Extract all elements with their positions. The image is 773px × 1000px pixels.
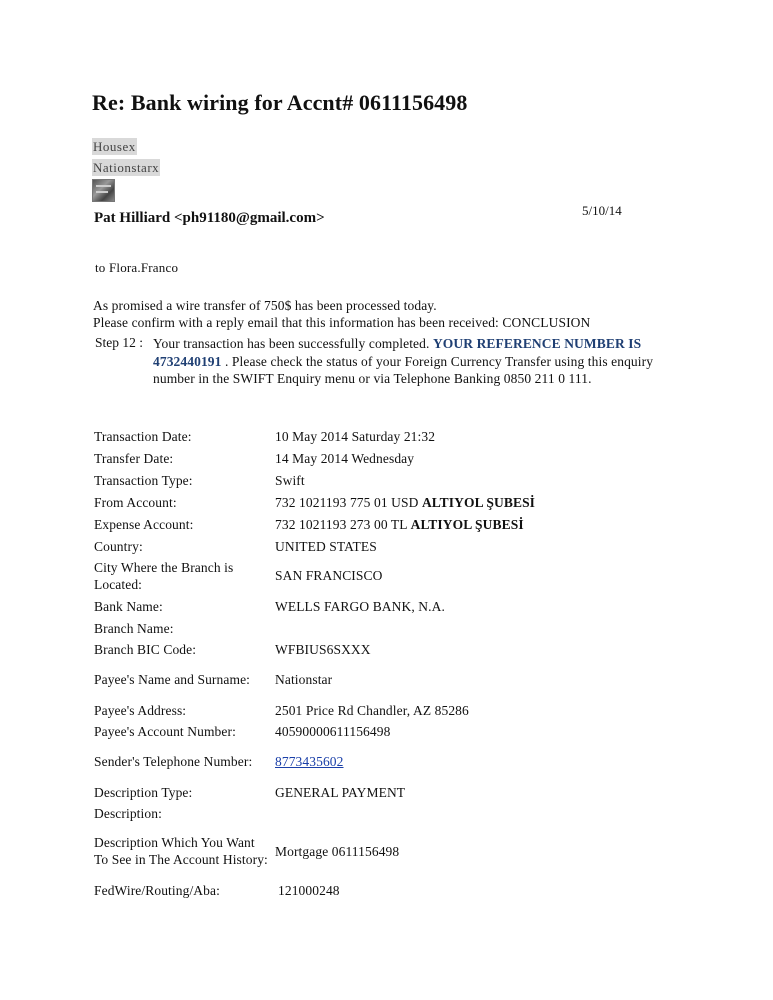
label-chip-house[interactable]: Housex: [93, 139, 136, 154]
detail-label: Description:: [94, 805, 162, 821]
step-text-a: Your transaction has been successfully completed.: [153, 336, 430, 351]
from-account-branch: ALTIYOL ŞUBESİ: [421, 494, 536, 510]
table-row: [91, 469, 538, 491]
detail-label: Branch Name:: [94, 620, 174, 636]
table-row: [91, 447, 538, 469]
detail-value: WFBIUS6SXXX: [275, 641, 371, 657]
detail-value: 40590000611156498: [275, 724, 391, 739]
detail-label: Payee's Name and Surname:: [94, 672, 251, 687]
detail-value: 10 May 2014 Saturday 21:32: [275, 428, 436, 444]
detail-value: 121000248: [278, 882, 340, 898]
detail-value: 14 May 2014 Wednesday: [275, 450, 415, 466]
step-block: [95, 335, 695, 388]
body-line-1: As promised a wire transfer of 750$ has been processed today.: [93, 298, 437, 313]
table-row: [91, 879, 538, 901]
detail-value: [272, 742, 538, 781]
detail-value: SAN FRANCISCO: [275, 568, 383, 583]
detail-label: Expense Account:: [94, 516, 194, 532]
expense-account-branch: ALTIYOL ŞUBESİ: [410, 516, 524, 532]
detail-label: City Where the Branch is Located:: [94, 559, 234, 592]
table-row: [91, 742, 538, 781]
detail-label: Description Type:: [94, 784, 193, 800]
sender-phone-link[interactable]: 8773435602: [275, 754, 344, 769]
detail-label: Description Which You Want To See in The Account History:: [94, 835, 268, 867]
detail-value: [272, 618, 538, 638]
step-label: Step 12 :: [95, 335, 144, 350]
table-row: [91, 535, 538, 557]
table-row: [91, 425, 538, 447]
detail-value: GENERAL PAYMENT: [275, 784, 406, 800]
detail-value: Nationstar: [275, 672, 333, 687]
step-text: [153, 335, 688, 388]
email-date: 5/10/14: [582, 203, 622, 218]
table-row: [91, 618, 538, 638]
detail-label: Transaction Date:: [94, 428, 192, 444]
table-row: [91, 557, 538, 594]
detail-value: Swift: [275, 472, 305, 488]
detail-value: UNITED STATES: [275, 538, 377, 554]
table-row: [91, 594, 538, 618]
recipient-line: to Flora.Franco: [95, 260, 179, 275]
transfer-details-table: [91, 425, 538, 901]
detail-label: Payee's Account Number:: [94, 724, 236, 739]
sender-name-email: Pat Hilliard <ph91180@gmail.com>: [94, 210, 325, 226]
body-line-2: Please confirm with a reply email that this information has been received: CONCLUSION: [93, 315, 591, 330]
detail-label: Country:: [94, 538, 143, 554]
table-row: [91, 660, 538, 699]
detail-label: FedWire/Routing/Aba:: [94, 882, 220, 898]
table-row: [91, 721, 538, 742]
sender-avatar: [92, 179, 115, 202]
table-row: [91, 638, 538, 660]
detail-label: From Account:: [94, 494, 177, 510]
detail-label: Branch BIC Code:: [94, 641, 197, 657]
detail-label: Transaction Type:: [94, 472, 193, 488]
email-subject: Re: Bank wiring for Accnt# 0611156498: [92, 90, 468, 115]
label-chip-nationstar[interactable]: Nationstarx: [93, 160, 160, 175]
detail-value: Mortgage 0611156498: [275, 843, 400, 859]
expense-account-number: 732 1021193 273 00 TL: [275, 516, 408, 532]
detail-value: 2501 Price Rd Chandler, AZ 85286: [275, 702, 469, 718]
step-text-b: . Please check the status of your Foreign Currency Transfer using this enquiry number in the SWIFT Enquiry menu or via Telephone Banking 0850 211 0 111.: [153, 353, 654, 386]
detail-label: Sender's Telephone Number:: [94, 754, 253, 769]
from-account-number: 732 1021193 775 01 USD: [275, 494, 419, 510]
table-row: [91, 803, 538, 823]
table-row: [91, 781, 538, 803]
reference-number: YOUR REFERENCE NUMBER IS 4732440191: [153, 336, 642, 369]
table-row: [91, 699, 538, 721]
detail-value: [272, 491, 538, 513]
detail-value: WELLS FARGO BANK, N.A.: [275, 598, 445, 614]
detail-label: Payee's Address:: [94, 702, 187, 718]
table-row: [91, 513, 538, 535]
detail-label: Bank Name:: [94, 598, 163, 614]
table-row: [91, 491, 538, 513]
detail-label: Transfer Date:: [94, 450, 174, 466]
table-row: [91, 823, 538, 879]
detail-value: [272, 803, 538, 823]
detail-value: [272, 513, 538, 535]
